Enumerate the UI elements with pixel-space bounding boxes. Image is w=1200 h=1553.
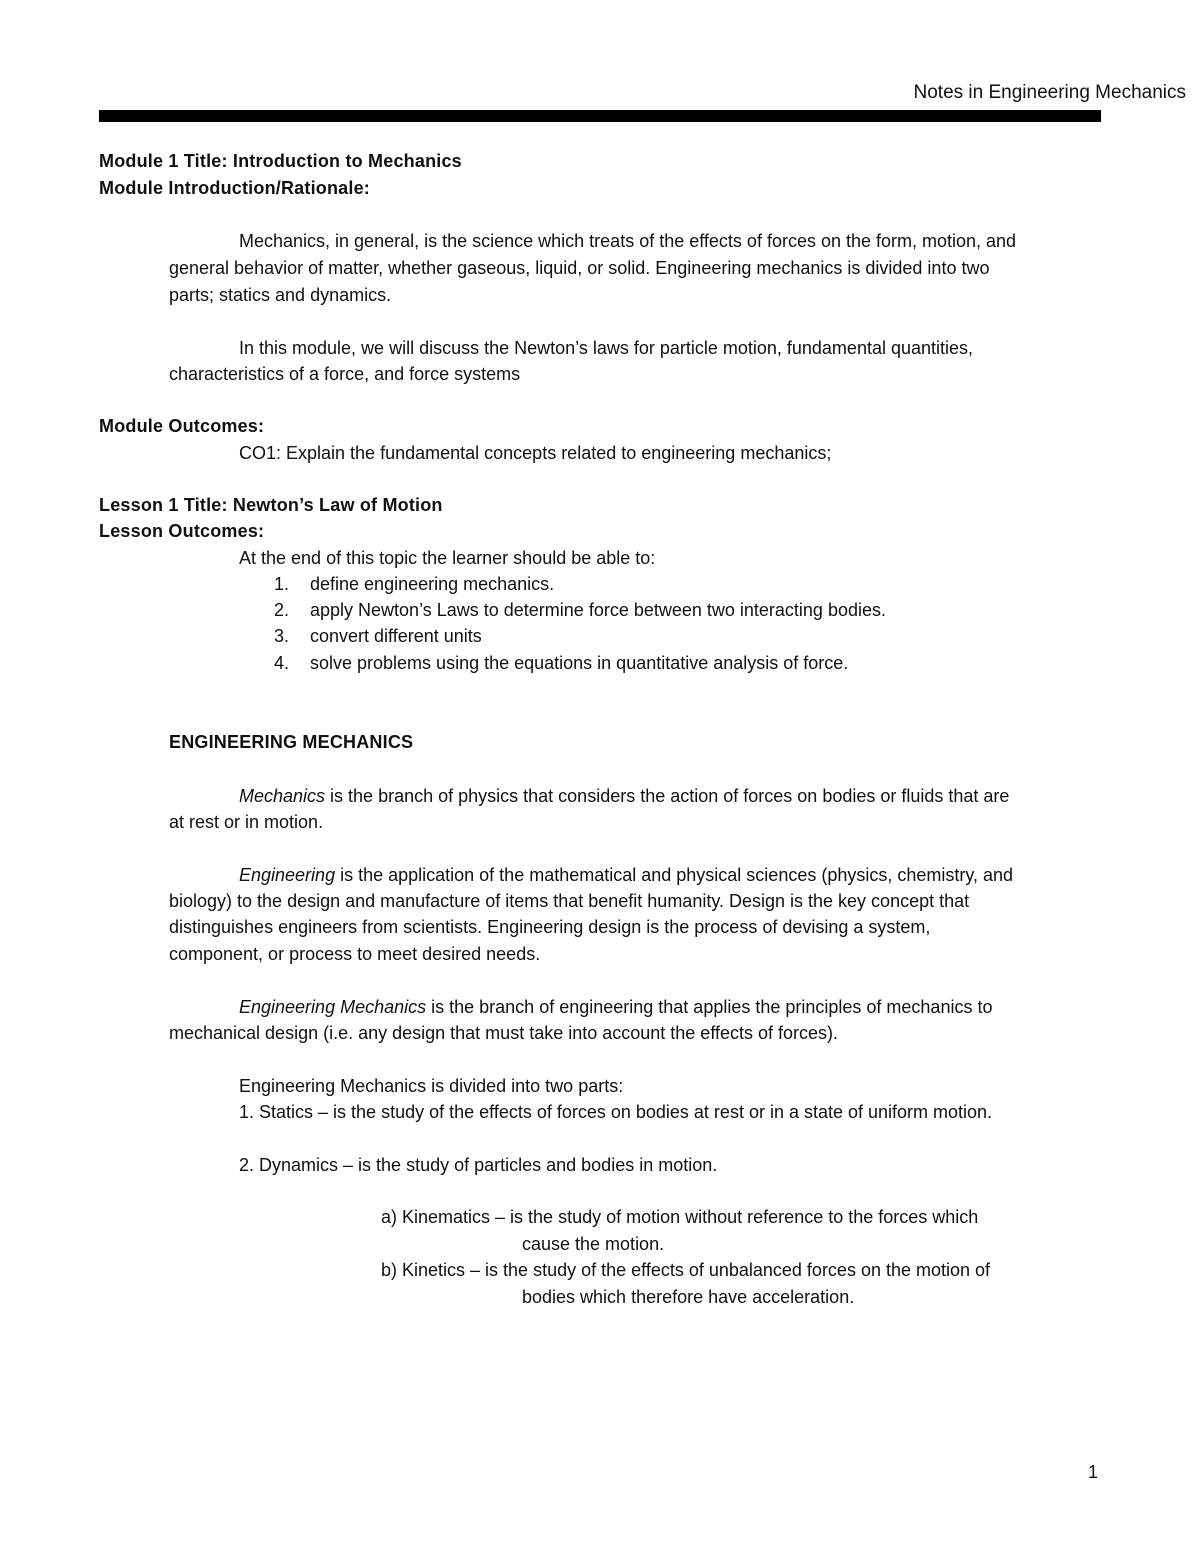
lesson-title: Lesson 1 Title: Newton’s Law of Motion: [99, 495, 443, 515]
list-item-text: apply Newton’s Laws to determine force between two interacting bodies.: [310, 600, 886, 620]
lesson-outcomes-heading: Lesson Outcomes:: [99, 521, 265, 541]
list-item-number: 2.: [274, 600, 290, 620]
kinetics-definition: b) Kinetics – is the study of the effects of unbalanced forces on the motion of: [381, 1260, 991, 1280]
module-scope-line: In this module, we will discuss the Newton’s laws for particle motion, fundamental quantities,: [239, 338, 974, 358]
engineering-mechanics-definition: [239, 994, 992, 1020]
kinematics-definition-line: cause the motion.: [522, 1234, 665, 1254]
list-item-number: 3.: [274, 626, 290, 646]
parts-intro: Engineering Mechanics is divided into two parts:: [239, 1076, 624, 1096]
module-intro-line: parts; statics and dynamics.: [169, 285, 392, 305]
page-number: 1: [1088, 1462, 1099, 1482]
list-item: [274, 597, 886, 623]
lesson-outcomes-lead: At the end of this topic the learner should be able to:: [239, 548, 656, 568]
engineering-definition-line: component, or process to meet desired needs.: [169, 944, 541, 964]
engineering-term: Engineering: [239, 865, 336, 885]
module-outcome-co1: CO1: Explain the fundamental concepts related to engineering mechanics;: [239, 443, 832, 463]
engineering-definition: [239, 862, 1013, 888]
list-item-text: define engineering mechanics.: [310, 574, 555, 594]
engineering-mechanics-definition-text: is the branch of engineering that applies the principles of mechanics to: [426, 997, 993, 1017]
engineering-definition-line: distinguishes engineers from scientists. Engineering design is the process of devising a system,: [169, 917, 931, 937]
header-rule: [99, 110, 1101, 122]
module-title: Module 1 Title: Introduction to Mechanics: [99, 151, 462, 171]
mechanics-definition: [239, 783, 1009, 809]
module-intro-line: Mechanics, in general, is the science which treats of the effects of forces on the form, motion, and: [239, 231, 1017, 251]
module-scope-line: characteristics of a force, and force systems: [169, 364, 521, 384]
module-outcomes-heading: Module Outcomes:: [99, 416, 265, 436]
list-item: [274, 623, 482, 649]
module-intro-line: general behavior of matter, whether gaseous, liquid, or solid. Engineering mechanics is divided into two: [169, 258, 990, 278]
engineering-definition-text: is the application of the mathematical and physical sciences (physics, chemistry, and: [335, 865, 1014, 885]
running-header-title: Notes in Engineering Mechanics: [913, 82, 1186, 103]
list-item-number: 4.: [274, 653, 290, 673]
list-item-text: convert different units: [310, 626, 482, 646]
kinematics-definition: a) Kinematics – is the study of motion without reference to the forces which: [381, 1207, 979, 1227]
mechanics-definition-text: is the branch of physics that considers the action of forces on bodies or fluids that are: [325, 786, 1010, 806]
list-item: [274, 650, 848, 676]
mechanics-term: Mechanics: [239, 786, 326, 806]
list-item-text: solve problems using the equations in quantitative analysis of force.: [310, 653, 849, 673]
kinetics-definition-line: bodies which therefore have acceleration.: [522, 1287, 855, 1307]
mechanics-definition-line: at rest or in motion.: [169, 812, 324, 832]
list-item: [274, 571, 554, 597]
engineering-mechanics-definition-line: mechanical design (i.e. any design that must take into account the effects of forces).: [169, 1023, 839, 1043]
dynamics-definition: 2. Dynamics – is the study of particles and bodies in motion.: [239, 1155, 718, 1175]
list-item-number: 1.: [274, 574, 290, 594]
statics-definition: 1. Statics – is the study of the effects of forces on bodies at rest or in a state of uniform motion.: [239, 1102, 993, 1122]
engineering-mechanics-term: Engineering Mechanics: [239, 997, 427, 1017]
engineering-definition-line: biology) to the design and manufacture of items that benefit humanity. Design is the key concept that: [169, 891, 970, 911]
module-intro-heading: Module Introduction/Rationale:: [99, 178, 370, 198]
section-heading: ENGINEERING MECHANICS: [169, 732, 414, 752]
